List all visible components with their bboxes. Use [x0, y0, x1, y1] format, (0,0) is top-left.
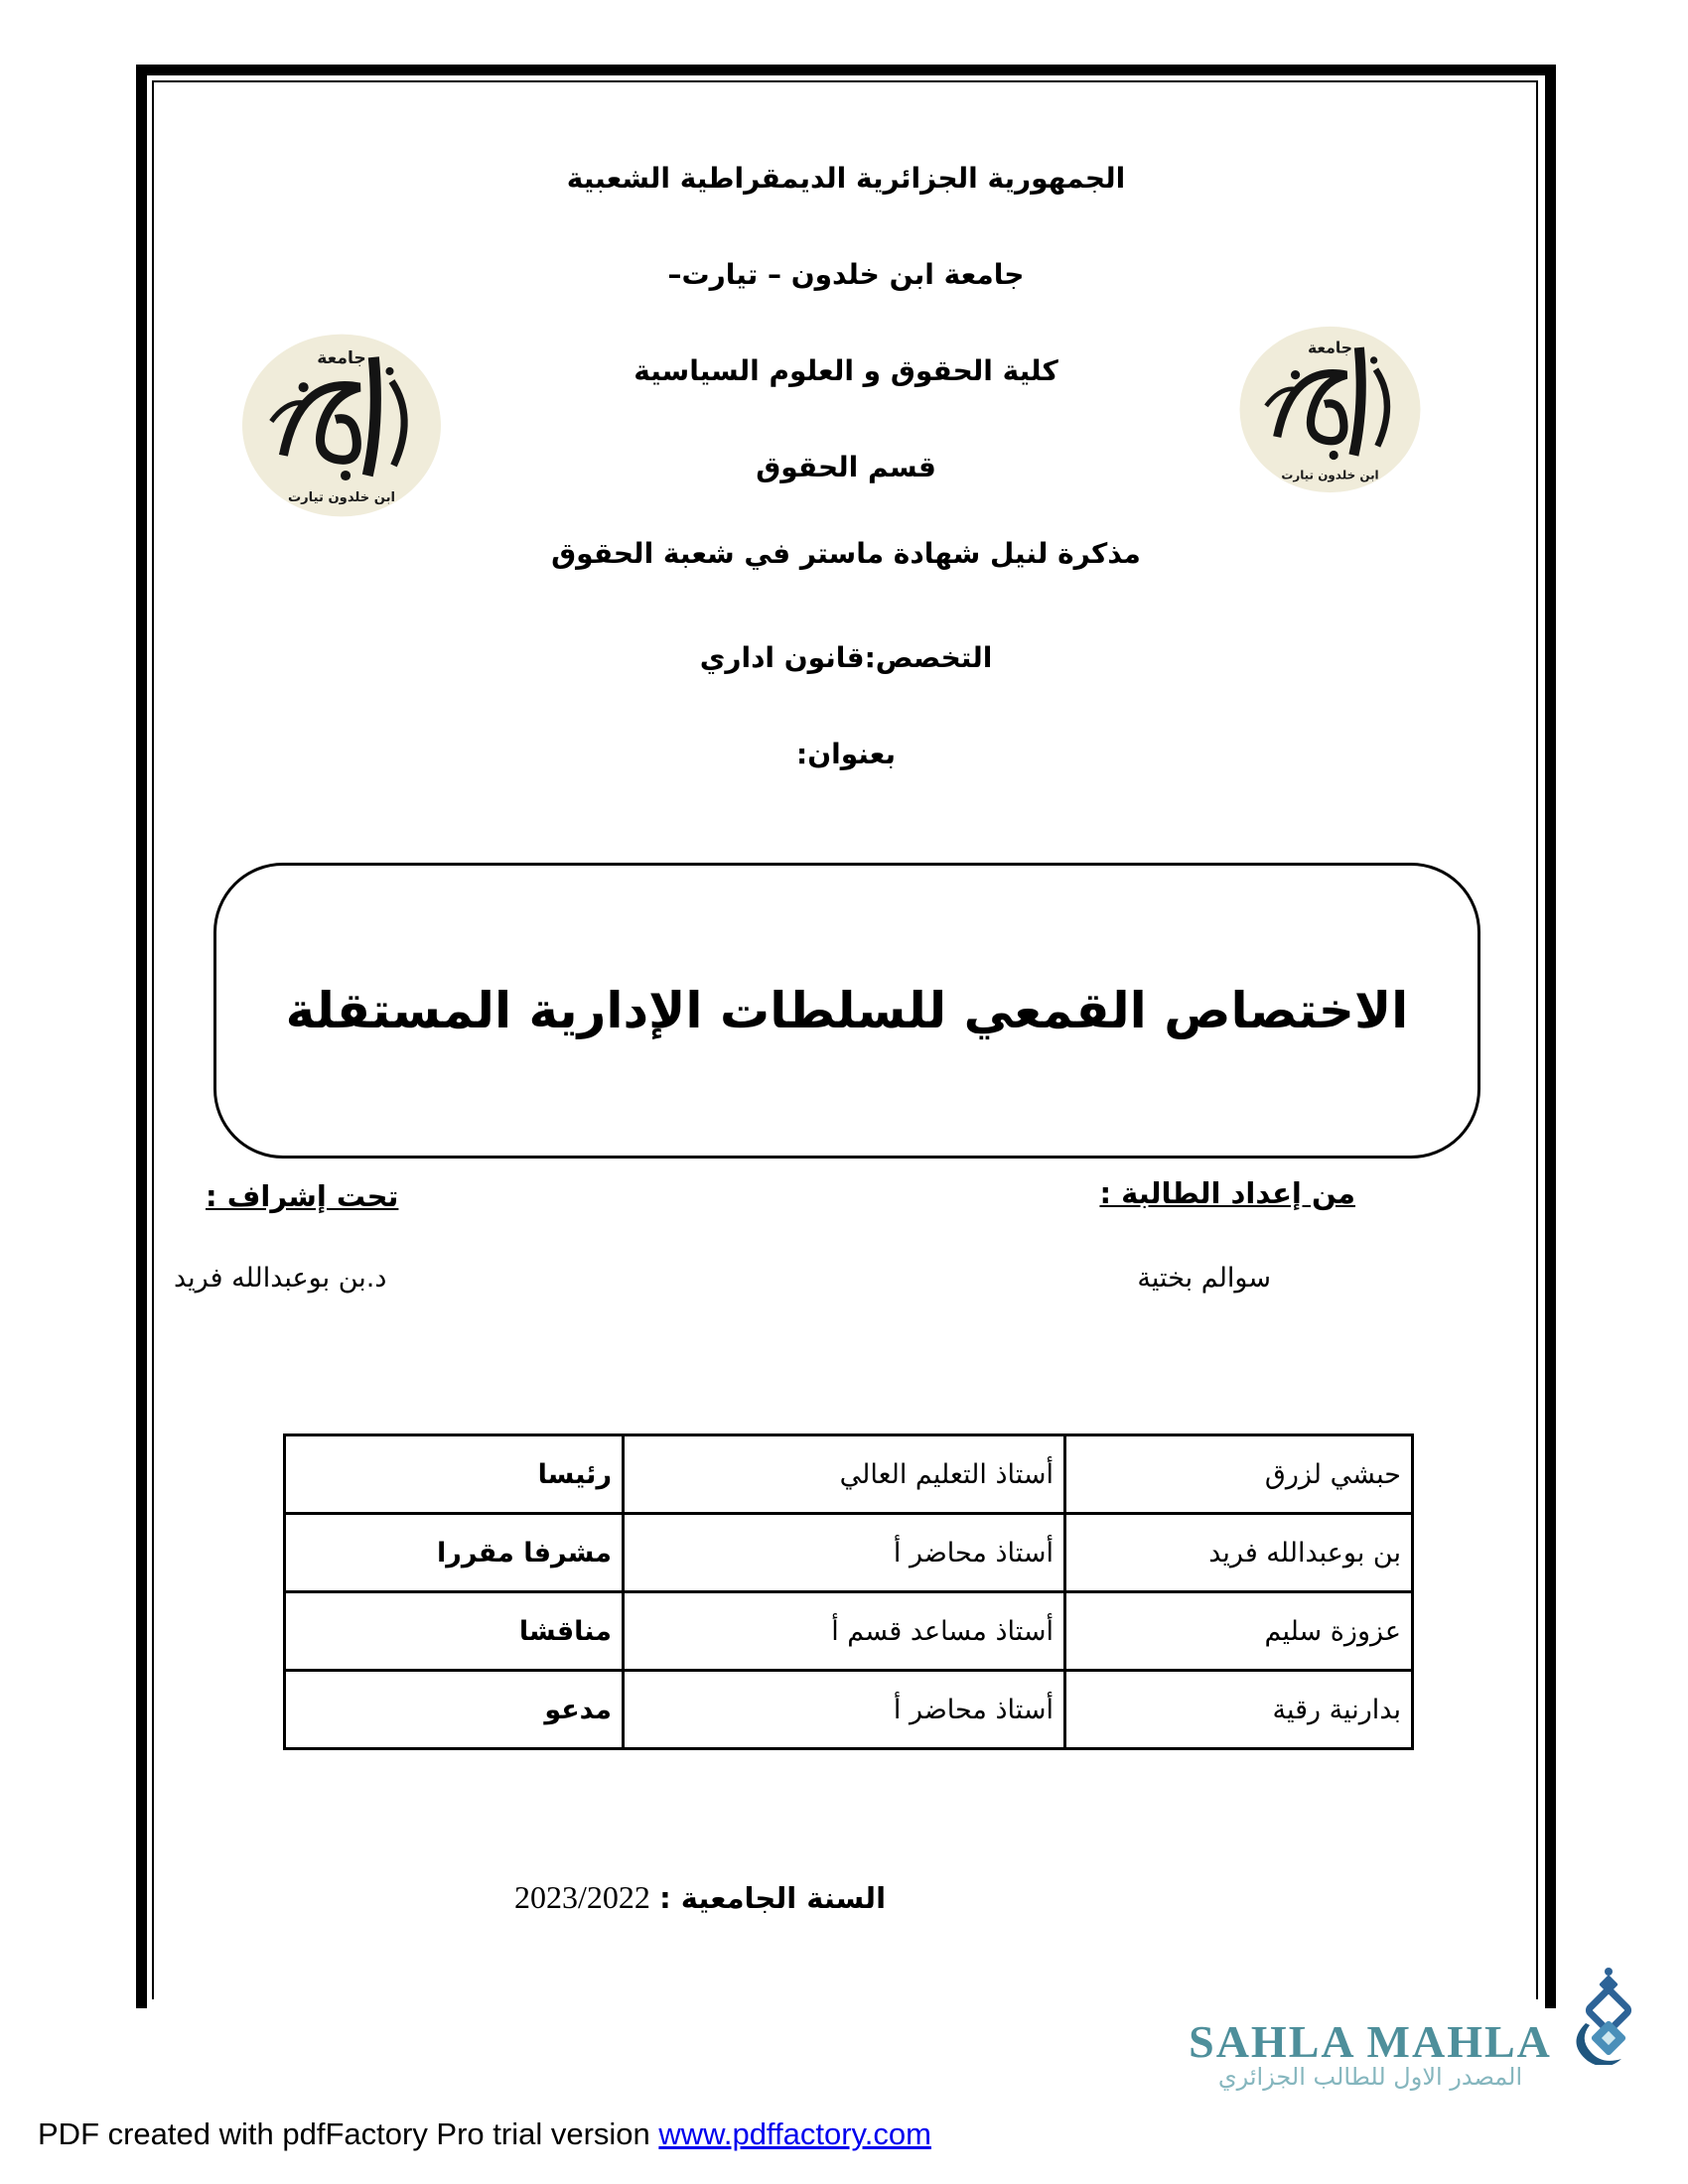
svg-text:ابن خلدون تيارت: ابن خلدون تيارت [287, 490, 396, 506]
member-role: رئيسا [285, 1435, 624, 1514]
member-rank: أستاذ التعليم العالي [624, 1435, 1065, 1514]
member-name: حبشي لزرق [1065, 1435, 1413, 1514]
academic-year-label: السنة الجامعية : [659, 1881, 887, 1915]
member-name: بن بوعبدالله فريد [1065, 1514, 1413, 1592]
thesis-title: الاختصاص القمعي للسلطات الإدارية المستقلة [285, 982, 1409, 1039]
table-row [285, 1435, 1413, 1514]
table-row [285, 1671, 1413, 1749]
member-role: مناقشا [285, 1592, 624, 1671]
member-role: مشرفا مقررا [285, 1514, 624, 1592]
member-rank: أستاذ محاضر أ [624, 1671, 1065, 1749]
pdf-footer [38, 2116, 931, 2152]
academic-year [303, 1879, 1097, 1916]
department-name: قسم الحقوق [756, 451, 936, 483]
academic-year-value: 2023/2022 [513, 1879, 650, 1915]
member-role: مدعو [285, 1671, 624, 1749]
pdffactory-link[interactable]: www.pdffactory.com [658, 2116, 931, 2151]
university-seal-icon [1223, 326, 1437, 494]
member-rank: أستاذ محاضر أ [624, 1514, 1065, 1592]
arabesque-ornament-icon [1566, 1966, 1651, 2065]
member-rank: أستاذ مساعد قسم أ [624, 1592, 1065, 1671]
table-row [285, 1514, 1413, 1592]
member-name: عزوزة سليم [1065, 1592, 1413, 1671]
author-section-label: من إعداد الطالبة : [1099, 1176, 1355, 1210]
titled-label: بعنوان: [796, 738, 896, 770]
svg-text:جامعة: جامعة [1307, 339, 1353, 357]
pdf-footer-text: PDF created with pdfFactory Pro trial version [38, 2116, 659, 2151]
brand-logo-text: SAHLA MAHLA [1189, 2016, 1552, 2067]
speciality-line: التخصص:قانون اداري [699, 641, 993, 674]
member-name: بدارنية رقية [1065, 1671, 1413, 1749]
committee-table [283, 1433, 1414, 1750]
university-name: جامعة ابن خلدون – تيارت– [667, 258, 1025, 291]
republic-title: الجمهورية الجزائرية الديمقراطية الشعبية [566, 162, 1126, 195]
supervisor-section-label: تحت إشراف : [206, 1179, 399, 1213]
faculty-name: كلية الحقوق و العلوم السياسية [633, 354, 1058, 387]
brand-tagline: المصدر الاول للطالب الجزائري [1217, 2063, 1523, 2091]
svg-text:ابن خلدون تيارت: ابن خلدون تيارت [1281, 468, 1379, 482]
supervisor-name: د.بن بوعبدالله فريد [174, 1263, 387, 1294]
svg-text:جامعة: جامعة [317, 347, 366, 368]
thesis-title-box [213, 863, 1480, 1159]
author-name: سوالم بختية [1137, 1263, 1271, 1294]
table-row [285, 1592, 1413, 1671]
university-seal-icon [241, 332, 442, 520]
memoir-line: مذكرة لنيل شهادة ماستر في شعبة الحقوق [551, 537, 1141, 570]
